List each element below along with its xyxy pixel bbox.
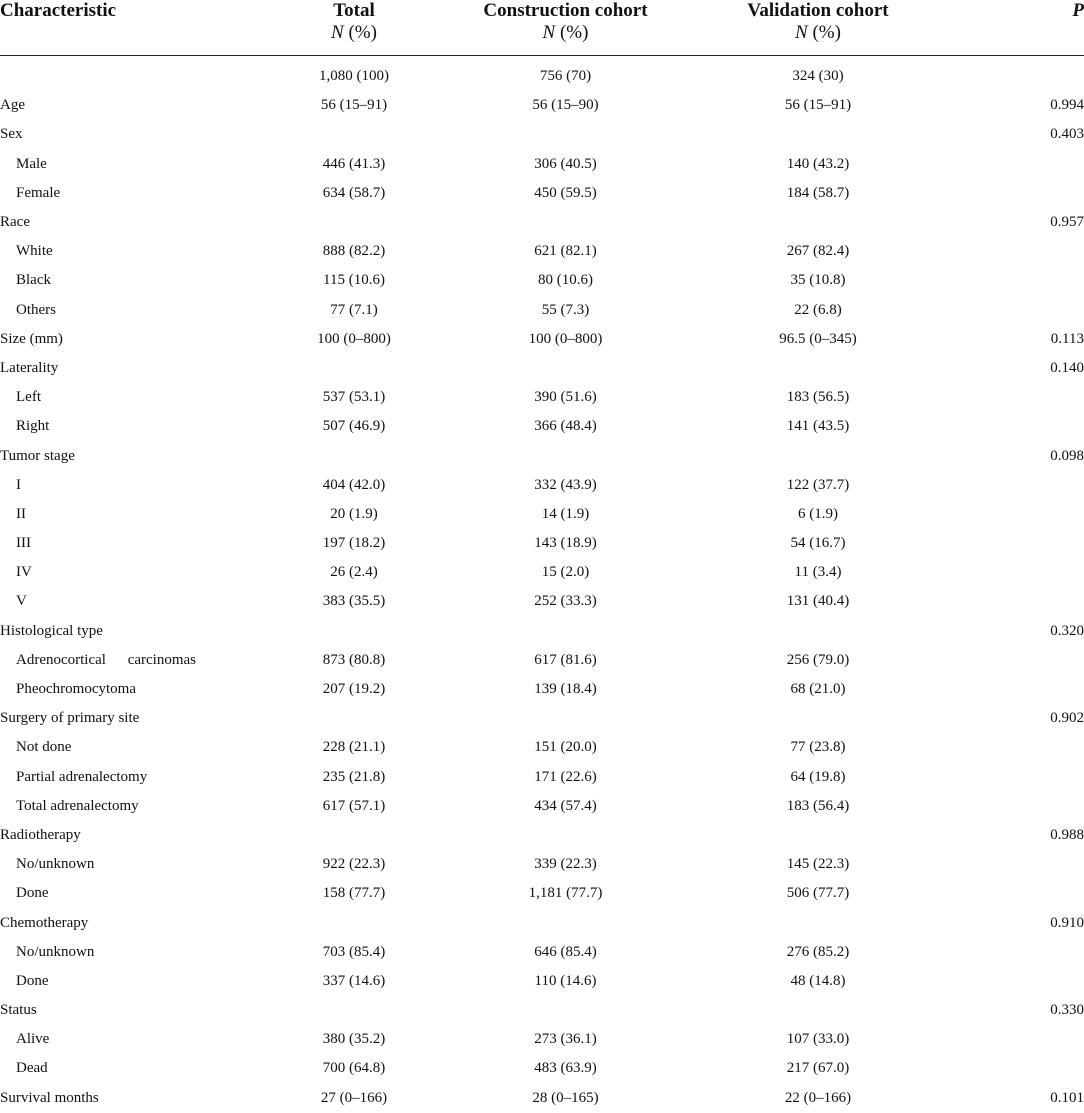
table-row bbox=[0, 354, 1084, 383]
cell-validation: 56 (15–91) bbox=[784, 97, 852, 114]
table-row bbox=[0, 1025, 1084, 1054]
table-row bbox=[0, 150, 1084, 179]
cell-validation: 184 (58.7) bbox=[786, 184, 850, 201]
cell-validation: 22 (0–166) bbox=[784, 1089, 852, 1106]
cell-total: 507 (46.9) bbox=[322, 418, 386, 435]
cell-total bbox=[270, 208, 438, 237]
row-label: Laterality bbox=[0, 359, 59, 376]
cell-p-value: 0.320 bbox=[1050, 622, 1084, 639]
table-row bbox=[0, 763, 1084, 792]
cell-total: 235 (21.8) bbox=[322, 768, 386, 785]
cell-validation: 35 (10.8) bbox=[790, 272, 846, 289]
cell-validation: 183 (56.4) bbox=[786, 797, 850, 814]
header-construction-sub: N (%) bbox=[542, 22, 589, 43]
cell-validation bbox=[693, 617, 943, 646]
cell-construction bbox=[438, 441, 693, 470]
cell-construction: 28 (0–165) bbox=[532, 1089, 599, 1106]
cell-construction: 151 (20.0) bbox=[534, 739, 597, 756]
row-label: Chemotherapy bbox=[0, 914, 89, 931]
row-label: Right bbox=[16, 418, 50, 435]
cell-validation bbox=[693, 996, 943, 1025]
cell-p-value bbox=[943, 675, 1084, 704]
cell-total: 873 (80.8) bbox=[322, 651, 386, 668]
cell-validation bbox=[693, 120, 943, 149]
table-row bbox=[0, 266, 1084, 295]
cell-total: 634 (58.7) bbox=[322, 184, 386, 201]
cell-p-value bbox=[943, 383, 1084, 412]
cell-total bbox=[270, 441, 438, 470]
cell-construction: 171 (22.6) bbox=[534, 768, 597, 785]
cell-total: 228 (21.1) bbox=[322, 739, 386, 756]
cell-p-value: 0.957 bbox=[1050, 214, 1084, 231]
cell-validation: 324 (30) bbox=[792, 68, 844, 85]
cell-construction: 143 (18.9) bbox=[534, 535, 597, 552]
row-label: White bbox=[16, 243, 53, 260]
cell-validation: 48 (14.8) bbox=[790, 972, 846, 989]
cell-construction: 450 (59.5) bbox=[534, 184, 597, 201]
table-row bbox=[0, 850, 1084, 879]
header-characteristic: Characteristic bbox=[0, 0, 270, 56]
row-label: Done bbox=[16, 885, 49, 902]
table-row bbox=[0, 56, 1084, 92]
table-header bbox=[0, 0, 1084, 56]
cell-validation bbox=[693, 208, 943, 237]
cell-total: 56 (15–91) bbox=[320, 97, 388, 114]
table-row bbox=[0, 938, 1084, 967]
cell-p-value: 0.113 bbox=[1050, 330, 1084, 347]
table-row bbox=[0, 296, 1084, 325]
row-label: Radiotherapy bbox=[0, 826, 81, 843]
cell-p-value bbox=[943, 792, 1084, 821]
cell-construction bbox=[438, 996, 693, 1025]
cell-total: 77 (7.1) bbox=[330, 301, 378, 318]
cell-total: 158 (77.7) bbox=[322, 885, 386, 902]
table-row bbox=[0, 821, 1084, 850]
table-row bbox=[0, 967, 1084, 996]
cell-construction: 390 (51.6) bbox=[534, 389, 597, 406]
cell-construction: 339 (22.3) bbox=[534, 856, 597, 873]
row-label: Not done bbox=[16, 739, 72, 756]
cell-construction: 110 (14.6) bbox=[534, 972, 597, 989]
cell-construction: 434 (57.4) bbox=[534, 797, 597, 814]
row-label: Male bbox=[16, 155, 47, 172]
cell-total: 115 (10.6) bbox=[323, 272, 385, 289]
table-row bbox=[0, 91, 1084, 120]
row-label: No/unknown bbox=[16, 943, 95, 960]
cell-validation: 96.5 (0–345) bbox=[779, 330, 857, 347]
table-row bbox=[0, 471, 1084, 500]
cell-total: 703 (85.4) bbox=[322, 943, 386, 960]
cell-validation: 276 (85.2) bbox=[786, 943, 850, 960]
cell-validation: 6 (1.9) bbox=[798, 505, 838, 522]
cell-construction bbox=[438, 354, 693, 383]
row-label: Race bbox=[0, 214, 30, 231]
cell-total: 20 (1.9) bbox=[330, 505, 378, 522]
cell-p-value: 0.994 bbox=[1050, 97, 1084, 114]
cell-validation: 141 (43.5) bbox=[786, 418, 850, 435]
table-row bbox=[0, 325, 1084, 354]
cell-validation: 145 (22.3) bbox=[786, 856, 850, 873]
cell-p-value: 0.098 bbox=[1050, 447, 1084, 464]
cell-p-value bbox=[943, 733, 1084, 762]
cell-total: 383 (35.5) bbox=[322, 593, 386, 610]
cell-p-value bbox=[943, 500, 1084, 529]
header-p: P bbox=[943, 0, 1084, 56]
cell-validation: 183 (56.5) bbox=[786, 389, 850, 406]
row-label: Pheochromocytoma bbox=[16, 681, 136, 698]
cell-construction: 332 (43.9) bbox=[534, 476, 597, 493]
cell-p-value bbox=[943, 558, 1084, 587]
header-row bbox=[0, 0, 1084, 56]
row-label: V bbox=[16, 593, 27, 610]
cell-construction: 306 (40.5) bbox=[534, 155, 597, 172]
cell-total: 26 (2.4) bbox=[330, 564, 378, 581]
cell-validation: 107 (33.0) bbox=[786, 1031, 850, 1048]
cell-p-value bbox=[943, 296, 1084, 325]
row-label: I bbox=[16, 476, 21, 493]
row-label: Histological type bbox=[0, 622, 103, 639]
cell-construction bbox=[438, 908, 693, 937]
cell-construction: 273 (36.1) bbox=[534, 1031, 597, 1048]
cell-p-value: 0.403 bbox=[1050, 126, 1084, 143]
cell-validation bbox=[693, 908, 943, 937]
cell-total: 537 (53.1) bbox=[322, 389, 386, 406]
cell-total: 197 (18.2) bbox=[322, 535, 386, 552]
cell-validation: 22 (6.8) bbox=[794, 301, 842, 318]
cell-total bbox=[270, 704, 438, 733]
cell-p-value bbox=[943, 850, 1084, 879]
cell-validation bbox=[693, 354, 943, 383]
table-row bbox=[0, 879, 1084, 908]
header-total: Total N (%) bbox=[270, 0, 438, 56]
table-row bbox=[0, 733, 1084, 762]
cell-p-value: 0.140 bbox=[1050, 359, 1084, 376]
table-row bbox=[0, 383, 1084, 412]
cell-p-value bbox=[943, 879, 1084, 908]
cell-p-value: 0.902 bbox=[1050, 710, 1084, 727]
cell-total: 337 (14.6) bbox=[322, 972, 386, 989]
row-label: Dead bbox=[16, 1060, 48, 1077]
cell-construction: 15 (2.0) bbox=[541, 564, 590, 581]
cell-construction: 252 (33.3) bbox=[534, 593, 597, 610]
table-row bbox=[0, 120, 1084, 149]
cell-p-value bbox=[943, 529, 1084, 558]
cell-total: 617 (57.1) bbox=[322, 797, 386, 814]
cell-construction: 756 (70) bbox=[539, 68, 592, 85]
table-body bbox=[0, 56, 1084, 1113]
table-row bbox=[0, 412, 1084, 441]
table-row bbox=[0, 1054, 1084, 1083]
cell-validation: 68 (21.0) bbox=[790, 681, 846, 698]
row-label: Survival months bbox=[0, 1089, 99, 1106]
cell-validation: 77 (23.8) bbox=[790, 739, 846, 756]
cell-validation: 54 (16.7) bbox=[790, 535, 846, 552]
cell-p-value bbox=[943, 150, 1084, 179]
table-row bbox=[0, 587, 1084, 616]
cell-construction: 14 (1.9) bbox=[541, 505, 590, 522]
header-validation: Validation cohort N (%) bbox=[693, 0, 943, 56]
table-row bbox=[0, 617, 1084, 646]
cell-total: 1,080 (100) bbox=[319, 68, 389, 85]
row-label: II bbox=[16, 505, 26, 522]
cell-total: 380 (35.2) bbox=[322, 1031, 386, 1048]
cell-construction bbox=[438, 208, 693, 237]
table-row bbox=[0, 792, 1084, 821]
cell-total: 888 (82.2) bbox=[322, 243, 386, 260]
cell-validation: 506 (77.7) bbox=[786, 885, 850, 902]
cell-p-value bbox=[943, 412, 1084, 441]
cell-construction bbox=[438, 821, 693, 850]
table-row bbox=[0, 500, 1084, 529]
table-row bbox=[0, 704, 1084, 733]
table-row bbox=[0, 996, 1084, 1025]
row-label: IV bbox=[16, 564, 32, 581]
row-label: Others bbox=[16, 301, 56, 318]
row-label: Age bbox=[0, 97, 25, 114]
cell-validation: 217 (67.0) bbox=[786, 1060, 850, 1077]
row-label: Partial adrenalectomy bbox=[16, 768, 148, 785]
row-label: No/unknown bbox=[16, 856, 95, 873]
cell-p-value bbox=[943, 471, 1084, 500]
cell-total: 207 (19.2) bbox=[322, 681, 386, 698]
cell-p-value bbox=[943, 56, 1084, 92]
header-validation-sub: N (%) bbox=[795, 22, 841, 43]
cell-construction: 80 (10.6) bbox=[538, 272, 593, 289]
cell-total bbox=[270, 821, 438, 850]
row-label: Done bbox=[16, 972, 49, 989]
table-row bbox=[0, 529, 1084, 558]
cell-construction: 139 (18.4) bbox=[534, 681, 597, 698]
table-row bbox=[0, 1084, 1084, 1113]
cell-p-value: 0.910 bbox=[1050, 914, 1084, 931]
table-row bbox=[0, 675, 1084, 704]
cell-p-value bbox=[943, 587, 1084, 616]
cell-construction: 1,181 (77.7) bbox=[528, 885, 603, 902]
row-label: III bbox=[16, 535, 31, 552]
cell-total bbox=[270, 354, 438, 383]
cell-construction bbox=[438, 617, 693, 646]
cell-construction: 56 (15–90) bbox=[532, 97, 599, 114]
row-label: Black bbox=[16, 272, 51, 289]
cell-validation: 64 (19.8) bbox=[790, 768, 846, 785]
cell-p-value bbox=[943, 237, 1084, 266]
cell-validation bbox=[693, 704, 943, 733]
row-label: Surgery of primary site bbox=[0, 710, 140, 727]
cell-total bbox=[270, 617, 438, 646]
cell-p-value bbox=[943, 1054, 1084, 1083]
row-label: Total adrenalectomy bbox=[16, 797, 139, 814]
cell-validation bbox=[693, 821, 943, 850]
cell-construction: 646 (85.4) bbox=[534, 943, 597, 960]
table-row bbox=[0, 208, 1084, 237]
cell-p-value bbox=[943, 967, 1084, 996]
table-row bbox=[0, 441, 1084, 470]
row-label: Sex bbox=[0, 126, 23, 143]
cell-validation: 131 (40.4) bbox=[786, 593, 850, 610]
cell-total: 27 (0–166) bbox=[320, 1089, 388, 1106]
table-row bbox=[0, 179, 1084, 208]
cell-construction: 621 (82.1) bbox=[534, 243, 597, 260]
row-label bbox=[0, 56, 270, 92]
table-row bbox=[0, 646, 1084, 675]
cell-p-value bbox=[943, 1025, 1084, 1054]
cell-validation: 256 (79.0) bbox=[786, 651, 850, 668]
table-row bbox=[0, 908, 1084, 937]
row-label: Adrenocortical carcinomas bbox=[16, 651, 197, 668]
cell-construction: 483 (63.9) bbox=[534, 1060, 597, 1077]
cell-p-value bbox=[943, 763, 1084, 792]
cell-p-value bbox=[943, 179, 1084, 208]
cell-construction bbox=[438, 704, 693, 733]
cell-validation: 140 (43.2) bbox=[786, 155, 850, 172]
cell-total: 700 (64.8) bbox=[322, 1060, 386, 1077]
row-label: Alive bbox=[16, 1031, 50, 1048]
cell-p-value: 0.330 bbox=[1050, 1002, 1084, 1019]
cell-total: 922 (22.3) bbox=[322, 856, 386, 873]
cell-total bbox=[270, 120, 438, 149]
cell-p-value bbox=[943, 266, 1084, 295]
cell-total bbox=[270, 996, 438, 1025]
cell-construction: 366 (48.4) bbox=[534, 418, 597, 435]
row-label: Status bbox=[0, 1002, 37, 1019]
table-row bbox=[0, 237, 1084, 266]
cell-total: 100 (0–800) bbox=[317, 330, 391, 347]
row-label: Female bbox=[16, 184, 61, 201]
cell-validation: 122 (37.7) bbox=[786, 476, 850, 493]
cell-total: 404 (42.0) bbox=[322, 476, 386, 493]
cell-validation: 267 (82.4) bbox=[786, 243, 850, 260]
table-row bbox=[0, 558, 1084, 587]
cell-validation: 11 (3.4) bbox=[794, 564, 842, 581]
cell-p-value bbox=[943, 938, 1084, 967]
cell-construction: 617 (81.6) bbox=[534, 651, 597, 668]
row-label: Tumor stage bbox=[0, 447, 75, 464]
header-total-sub: N (%) bbox=[331, 22, 377, 43]
cell-construction bbox=[438, 120, 693, 149]
cell-construction: 55 (7.3) bbox=[541, 301, 590, 318]
cell-total bbox=[270, 908, 438, 937]
row-label: Size (mm) bbox=[0, 330, 63, 347]
cell-p-value: 0.988 bbox=[1050, 826, 1084, 843]
cell-p-value: 0.101 bbox=[1050, 1089, 1084, 1106]
row-label: Left bbox=[16, 389, 41, 406]
cell-p-value bbox=[943, 646, 1084, 675]
cell-validation bbox=[693, 441, 943, 470]
cell-construction: 100 (0–800) bbox=[528, 330, 603, 347]
cell-total: 446 (41.3) bbox=[322, 155, 386, 172]
header-construction: Construction cohort N (%) bbox=[438, 0, 693, 56]
